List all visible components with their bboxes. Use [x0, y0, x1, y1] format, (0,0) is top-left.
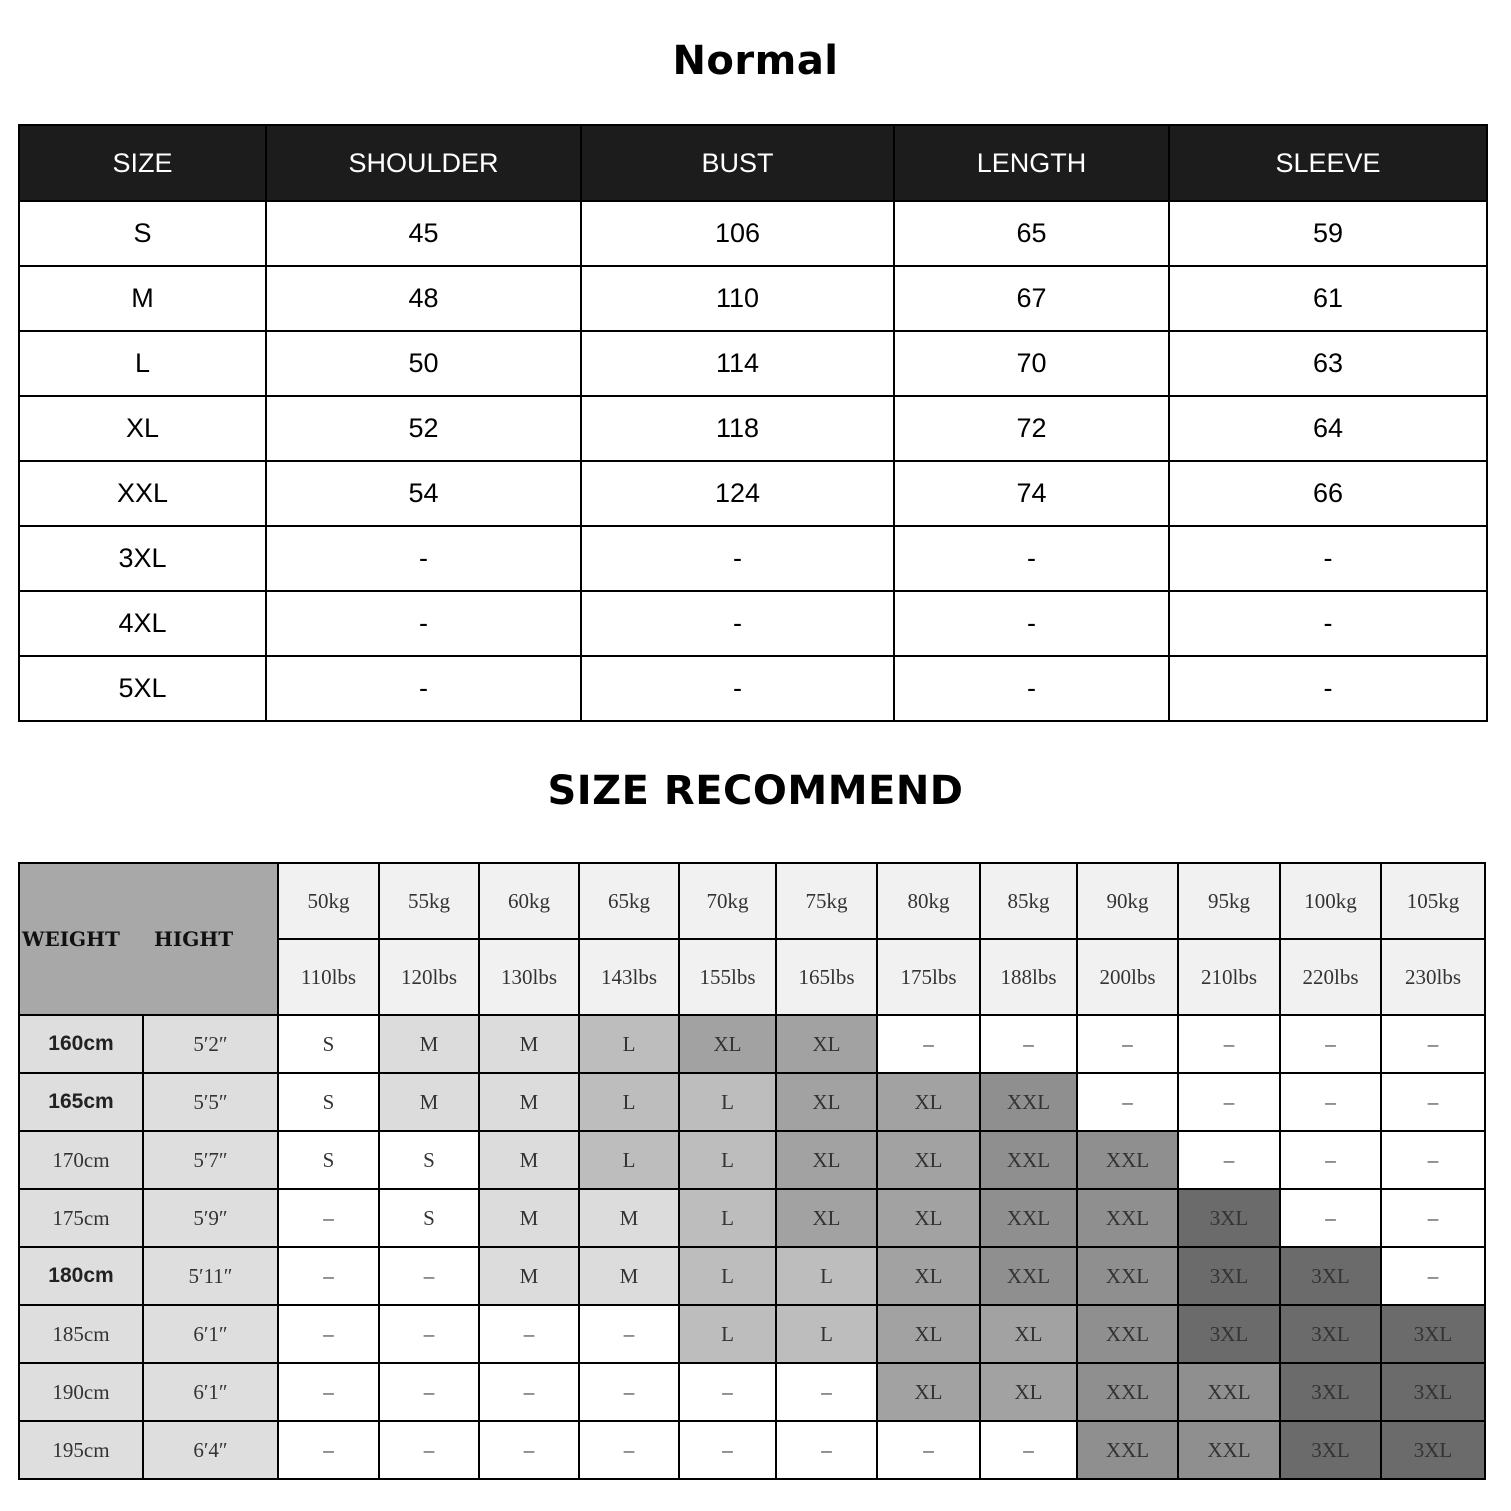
recommended-size-cell: –	[877, 1015, 980, 1073]
recommend-row	[19, 1131, 1485, 1189]
recommended-size-cell: S	[379, 1189, 479, 1247]
recommended-size-cell: –	[1178, 1015, 1280, 1073]
recommended-size-cell: XL	[877, 1073, 980, 1131]
recommended-size-cell: L	[679, 1247, 776, 1305]
size-row	[19, 201, 1487, 266]
weight-lbs-header: 230lbs	[1381, 939, 1485, 1015]
recommended-size-cell: –	[1381, 1189, 1485, 1247]
weight-lbs-header: 188lbs	[980, 939, 1077, 1015]
recommended-size-cell: 3XL	[1178, 1247, 1280, 1305]
recommended-size-cell: L	[679, 1131, 776, 1189]
recommended-size-cell: –	[379, 1247, 479, 1305]
recommended-size-cell: –	[1280, 1073, 1381, 1131]
recommended-size-cell: L	[579, 1015, 679, 1073]
recommended-size-cell: XXL	[980, 1189, 1077, 1247]
recommended-size-cell: S	[379, 1131, 479, 1189]
recommended-size-cell: XL	[877, 1189, 980, 1247]
recommended-size-cell: M	[579, 1247, 679, 1305]
size-cell-bust: 118	[581, 396, 894, 461]
weight-kg-header: 95kg	[1178, 863, 1280, 939]
recommended-size-cell: –	[1077, 1073, 1178, 1131]
recommended-size-cell: –	[1077, 1015, 1178, 1073]
recommend-row	[19, 1247, 1485, 1305]
recommended-size-cell: –	[1280, 1189, 1381, 1247]
recommended-size-cell: L	[679, 1189, 776, 1247]
weight-kg-header: 85kg	[980, 863, 1077, 939]
size-cell-sleeve: 59	[1169, 201, 1487, 266]
recommended-size-cell: 3XL	[1280, 1421, 1381, 1479]
header-size: SIZE	[19, 125, 266, 201]
recommended-size-cell: XL	[776, 1131, 877, 1189]
recommended-size-cell: 3XL	[1381, 1363, 1485, 1421]
weight-kg-header: 70kg	[679, 863, 776, 939]
size-cell-sleeve: 61	[1169, 266, 1487, 331]
size-cell-shoulder: 45	[266, 201, 581, 266]
recommended-size-cell: XL	[877, 1363, 980, 1421]
recommended-size-cell: –	[579, 1305, 679, 1363]
weight-kg-header: 90kg	[1077, 863, 1178, 939]
weight-lbs-header: 175lbs	[877, 939, 980, 1015]
recommended-size-cell: –	[877, 1421, 980, 1479]
size-cell-length: 74	[894, 461, 1169, 526]
recommend-row	[19, 1305, 1485, 1363]
size-cell-length: 72	[894, 396, 1169, 461]
recommended-size-cell: –	[379, 1305, 479, 1363]
recommended-size-cell: S	[278, 1131, 379, 1189]
size-cell-size: XL	[19, 396, 266, 461]
recommended-size-cell: –	[776, 1363, 877, 1421]
weight-lbs-header: 130lbs	[479, 939, 579, 1015]
recommended-size-cell: XXL	[1178, 1363, 1280, 1421]
recommended-size-cell: M	[379, 1073, 479, 1131]
recommended-size-cell: –	[679, 1421, 776, 1479]
header-sleeve: SLEEVE	[1169, 125, 1487, 201]
size-cell-size: 4XL	[19, 591, 266, 656]
size-cell-bust: 114	[581, 331, 894, 396]
recommended-size-cell: XXL	[1077, 1189, 1178, 1247]
size-cell-bust: 124	[581, 461, 894, 526]
height-cm-cell: 175cm	[19, 1189, 143, 1247]
recommended-size-cell: –	[579, 1363, 679, 1421]
size-cell-shoulder: 50	[266, 331, 581, 396]
height-cm-cell: 165cm	[19, 1073, 143, 1131]
recommended-size-cell: XXL	[980, 1073, 1077, 1131]
size-cell-size: XXL	[19, 461, 266, 526]
weight-lbs-header: 200lbs	[1077, 939, 1178, 1015]
recommended-size-cell: –	[980, 1015, 1077, 1073]
recommended-size-cell: L	[679, 1073, 776, 1131]
size-cell-sleeve: -	[1169, 526, 1487, 591]
recommended-size-cell: XL	[877, 1247, 980, 1305]
weight-lbs-header: 165lbs	[776, 939, 877, 1015]
weight-lbs-header: 155lbs	[679, 939, 776, 1015]
recommended-size-cell: 3XL	[1280, 1363, 1381, 1421]
size-cell-length: 67	[894, 266, 1169, 331]
recommended-size-cell: 3XL	[1381, 1421, 1485, 1479]
recommended-size-cell: –	[479, 1421, 579, 1479]
size-row	[19, 526, 1487, 591]
recommended-size-cell: M	[579, 1189, 679, 1247]
recommended-size-cell: XXL	[1077, 1131, 1178, 1189]
recommended-size-cell: XXL	[980, 1247, 1077, 1305]
height-cm-cell: 170cm	[19, 1131, 143, 1189]
size-row	[19, 461, 1487, 526]
recommended-size-cell: –	[1280, 1131, 1381, 1189]
size-cell-shoulder: 52	[266, 396, 581, 461]
weight-kg-row	[19, 863, 1485, 939]
size-cell-size: L	[19, 331, 266, 396]
recommended-size-cell: 3XL	[1178, 1189, 1280, 1247]
recommended-size-cell: XL	[776, 1189, 877, 1247]
size-cell-length: -	[894, 591, 1169, 656]
recommended-size-cell: XL	[980, 1305, 1077, 1363]
recommended-size-cell: L	[776, 1305, 877, 1363]
weight-kg-header: 75kg	[776, 863, 877, 939]
size-cell-shoulder: -	[266, 591, 581, 656]
height-ft-cell: 5′9″	[143, 1189, 278, 1247]
weight-lbs-header: 120lbs	[379, 939, 479, 1015]
height-ft-cell: 6′1″	[143, 1305, 278, 1363]
recommended-size-cell: M	[479, 1189, 579, 1247]
height-ft-cell: 5′2″	[143, 1015, 278, 1073]
size-cell-sleeve: -	[1169, 656, 1487, 721]
weight-kg-header: 100kg	[1280, 863, 1381, 939]
size-measurement-table	[18, 124, 1488, 722]
recommended-size-cell: M	[379, 1015, 479, 1073]
header-bust: BUST	[581, 125, 894, 201]
weight-lbs-header: 220lbs	[1280, 939, 1381, 1015]
weight-height-corner	[19, 863, 278, 1015]
size-row	[19, 396, 1487, 461]
recommended-size-cell: –	[278, 1363, 379, 1421]
size-cell-length: -	[894, 526, 1169, 591]
recommended-size-cell: XXL	[1077, 1247, 1178, 1305]
size-cell-bust: -	[581, 656, 894, 721]
height-cm-cell: 190cm	[19, 1363, 143, 1421]
recommended-size-cell: L	[579, 1131, 679, 1189]
size-cell-length: -	[894, 656, 1169, 721]
size-cell-bust: 106	[581, 201, 894, 266]
weight-lbs-header: 210lbs	[1178, 939, 1280, 1015]
size-cell-sleeve: -	[1169, 591, 1487, 656]
weight-kg-header: 105kg	[1381, 863, 1485, 939]
recommended-size-cell: 3XL	[1280, 1305, 1381, 1363]
size-row	[19, 591, 1487, 656]
recommended-size-cell: –	[278, 1247, 379, 1305]
recommended-size-cell: XXL	[1077, 1305, 1178, 1363]
recommended-size-cell: XXL	[1077, 1363, 1178, 1421]
recommended-size-cell: S	[278, 1073, 379, 1131]
recommended-size-cell: –	[379, 1421, 479, 1479]
recommended-size-cell: XL	[776, 1015, 877, 1073]
weight-kg-header: 80kg	[877, 863, 980, 939]
recommended-size-cell: M	[479, 1073, 579, 1131]
recommended-size-cell: –	[1280, 1015, 1381, 1073]
recommend-row	[19, 1073, 1485, 1131]
height-cm-cell: 195cm	[19, 1421, 143, 1479]
recommended-size-cell: –	[1381, 1015, 1485, 1073]
recommended-size-cell: XXL	[980, 1131, 1077, 1189]
size-cell-shoulder: -	[266, 526, 581, 591]
recommended-size-cell: –	[1178, 1131, 1280, 1189]
recommended-size-cell: L	[776, 1247, 877, 1305]
recommended-size-cell: M	[479, 1247, 579, 1305]
recommend-row	[19, 1015, 1485, 1073]
recommended-size-cell: XL	[776, 1073, 877, 1131]
recommended-size-cell: XXL	[1077, 1421, 1178, 1479]
weight-kg-header: 50kg	[278, 863, 379, 939]
size-row	[19, 266, 1487, 331]
recommended-size-cell: –	[980, 1421, 1077, 1479]
size-cell-shoulder: 48	[266, 266, 581, 331]
recommended-size-cell: L	[679, 1305, 776, 1363]
size-cell-bust: 110	[581, 266, 894, 331]
recommended-size-cell: 3XL	[1178, 1305, 1280, 1363]
size-cell-size: 3XL	[19, 526, 266, 591]
recommended-size-cell: XXL	[1178, 1421, 1280, 1479]
size-cell-sleeve: 64	[1169, 396, 1487, 461]
recommended-size-cell: –	[679, 1363, 776, 1421]
recommended-size-cell: –	[278, 1421, 379, 1479]
recommended-size-cell: –	[479, 1305, 579, 1363]
size-recommend-table	[18, 862, 1486, 1480]
recommended-size-cell: S	[278, 1015, 379, 1073]
size-recommend-title: SIZE RECOMMEND	[547, 768, 964, 814]
recommended-size-cell: –	[1381, 1247, 1485, 1305]
recommended-size-cell: 3XL	[1280, 1247, 1381, 1305]
height-cm-cell: 180cm	[19, 1247, 143, 1305]
weight-kg-header: 65kg	[579, 863, 679, 939]
size-cell-sleeve: 66	[1169, 461, 1487, 526]
recommended-size-cell: –	[1178, 1073, 1280, 1131]
recommended-size-cell: –	[1381, 1131, 1485, 1189]
weight-label: WEIGHT	[22, 927, 120, 951]
recommended-size-cell: XL	[980, 1363, 1077, 1421]
size-cell-bust: -	[581, 591, 894, 656]
height-ft-cell: 5′7″	[143, 1131, 278, 1189]
height-label: HIGHT	[154, 927, 234, 951]
recommend-table-body	[19, 1015, 1485, 1479]
recommended-size-cell: –	[479, 1363, 579, 1421]
size-row	[19, 331, 1487, 396]
size-cell-shoulder: 54	[266, 461, 581, 526]
header-length: LENGTH	[894, 125, 1169, 201]
height-ft-cell: 6′4″	[143, 1421, 278, 1479]
weight-kg-header: 60kg	[479, 863, 579, 939]
height-cm-cell: 185cm	[19, 1305, 143, 1363]
height-cm-cell: 160cm	[19, 1015, 143, 1073]
recommended-size-cell: –	[278, 1305, 379, 1363]
size-cell-length: 65	[894, 201, 1169, 266]
size-row	[19, 656, 1487, 721]
weight-lbs-header: 110lbs	[278, 939, 379, 1015]
recommended-size-cell: M	[479, 1015, 579, 1073]
size-cell-size: S	[19, 201, 266, 266]
weight-lbs-header: 143lbs	[579, 939, 679, 1015]
recommended-size-cell: XL	[679, 1015, 776, 1073]
height-ft-cell: 5′11″	[143, 1247, 278, 1305]
size-cell-shoulder: -	[266, 656, 581, 721]
recommended-size-cell: –	[278, 1189, 379, 1247]
recommended-size-cell: –	[379, 1363, 479, 1421]
size-cell-length: 70	[894, 331, 1169, 396]
recommended-size-cell: –	[776, 1421, 877, 1479]
size-cell-bust: -	[581, 526, 894, 591]
size-cell-size: M	[19, 266, 266, 331]
normal-title: Normal	[672, 38, 839, 84]
recommend-row	[19, 1363, 1485, 1421]
recommended-size-cell: XL	[877, 1131, 980, 1189]
recommended-size-cell: –	[1381, 1073, 1485, 1131]
weight-kg-header: 55kg	[379, 863, 479, 939]
recommended-size-cell: –	[579, 1421, 679, 1479]
recommended-size-cell: 3XL	[1381, 1305, 1485, 1363]
size-cell-size: 5XL	[19, 656, 266, 721]
height-ft-cell: 5′5″	[143, 1073, 278, 1131]
recommended-size-cell: L	[579, 1073, 679, 1131]
size-table-body	[19, 201, 1487, 721]
recommended-size-cell: XL	[877, 1305, 980, 1363]
height-ft-cell: 6′1″	[143, 1363, 278, 1421]
recommended-size-cell: M	[479, 1131, 579, 1189]
recommend-row	[19, 1421, 1485, 1479]
size-cell-sleeve: 63	[1169, 331, 1487, 396]
size-table-header-row	[19, 125, 1487, 201]
recommend-row	[19, 1189, 1485, 1247]
header-shoulder: SHOULDER	[266, 125, 581, 201]
